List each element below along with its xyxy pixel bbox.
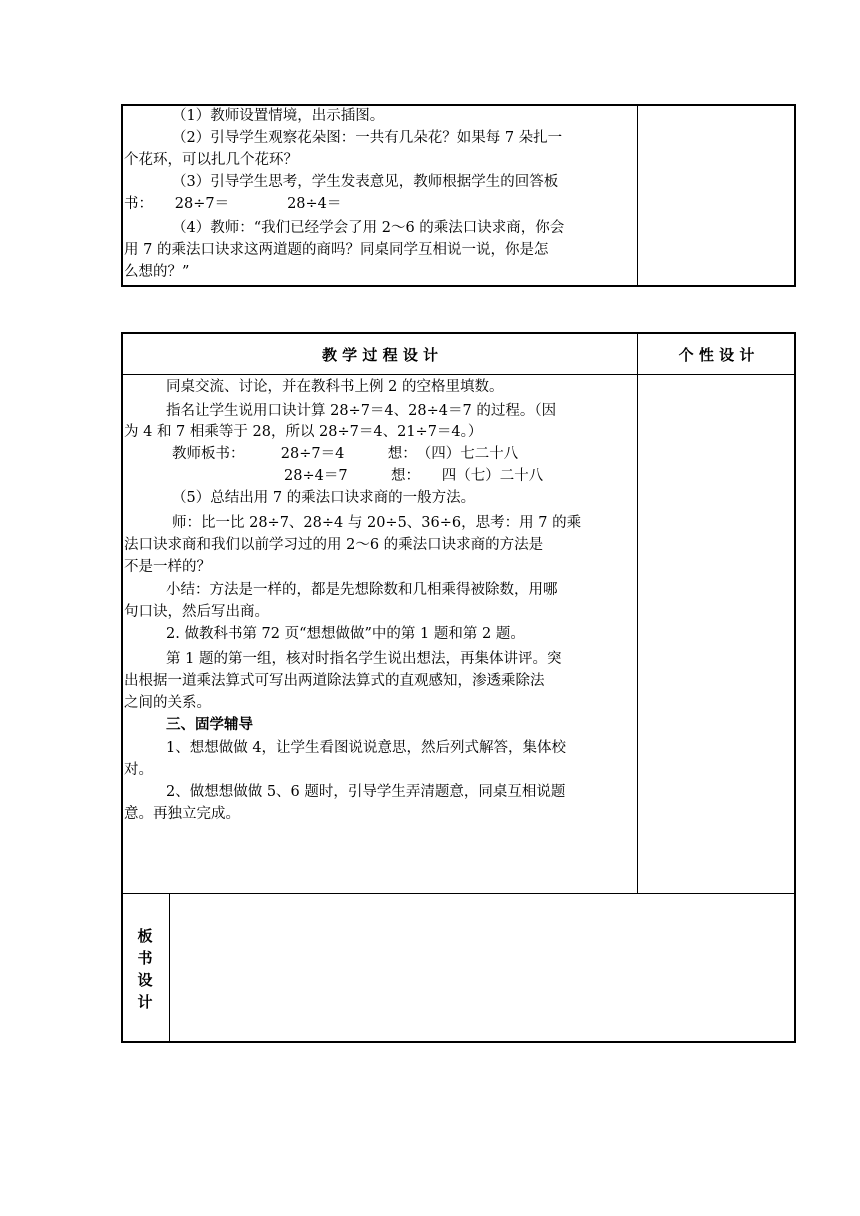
top-table-content: [124, 106, 636, 286]
text-line: 指名让学生说用口诀计算 28÷7＝4、28÷4＝7 的过程。（因: [166, 403, 557, 419]
text-line: 书： 28÷7＝ 28÷4＝: [124, 196, 342, 212]
top-table-divider: [637, 105, 638, 286]
text-line: 用 7 的乘法口诀求这两道题的商吗？同桌同学互相说一说，你是怎: [124, 242, 549, 258]
board-design-label: [122, 925, 168, 1013]
text-line: （2）引导学生观察花朵图：一共有几朵花？如果每 7 朵扎一: [172, 130, 563, 146]
text-line: 句口诀，然后写出商。: [124, 604, 269, 620]
text-line: 对。: [124, 762, 153, 778]
board-label-char: 计: [137, 993, 153, 1011]
header-teaching-process: 教 学 过 程 设 计: [321, 346, 439, 364]
text-line: （5）总结出用 7 的乘法口诀求商的一般方法。: [172, 490, 476, 506]
column-divider: [637, 333, 638, 894]
header-personal-design: 个 性 设 计: [678, 346, 755, 364]
text-line: 第 1 题的第一组，核对时指名学生说出想法，再集体讲评。突: [166, 651, 562, 667]
board-label-char: 设: [137, 971, 153, 989]
header-divider: [122, 374, 795, 375]
text-line: 教师板书： 28÷7＝4 想： （四）七二十八: [172, 446, 519, 462]
text-line: 法口诀求商和我们以前学习过的用 2～6 的乘法口诀求商的方法是: [124, 537, 544, 553]
text-line: （4）教师：“我们已经学会了用 2～6 的乘法口诀求商，你会: [172, 220, 565, 236]
text-line: 出根据一道乘法算式可写出两道除法算式的直观感知，渗透乘除法: [124, 673, 545, 689]
text-line: 之间的关系。: [124, 695, 211, 711]
text-line: 师：比一比 28÷7、28÷4 与 20÷5、36÷6，思考：用 7 的乘: [172, 515, 582, 531]
text-line: 2、做想想做做 5、6 题时，引导学生弄清题意，同桌互相说题: [166, 784, 566, 800]
text-line: 28÷4＝7 想： 四（七）二十八: [284, 468, 544, 484]
text-line: 个花环，可以扎几个花环？: [124, 152, 298, 168]
main-table-content: [124, 377, 636, 892]
text-line: （3）引导学生思考，学生发表意见，教师根据学生的回答板: [172, 174, 559, 190]
text-line: 小结：方法是一样的，都是先想除数和几相乘得被除数，用哪: [166, 582, 558, 598]
board-label-char: 书: [137, 949, 153, 967]
text-line: 2. 做教科书第 72 页“想想做做”中的第 1 题和第 2 题。: [166, 626, 525, 642]
section-heading: 三、固学辅导: [166, 717, 253, 733]
board-label-char: 板: [137, 927, 153, 945]
text-line: 不是一样的？: [124, 559, 211, 575]
text-line: 么想的？”: [124, 264, 190, 280]
board-label-divider: [169, 894, 170, 1042]
board-divider: [122, 893, 795, 894]
text-line: 1、想想做做 4，让学生看图说说意思，然后列式解答，集体校: [166, 740, 567, 756]
text-line: 为 4 和 7 相乘等于 28，所以 28÷7＝4、21÷7＝4。）: [124, 424, 483, 440]
text-line: 同桌交流、讨论，并在教科书上例 2 的空格里填数。: [166, 379, 504, 395]
text-line: 意。再独立完成。: [124, 806, 240, 822]
text-line: （1）教师设置情境，出示插图。: [172, 108, 385, 124]
